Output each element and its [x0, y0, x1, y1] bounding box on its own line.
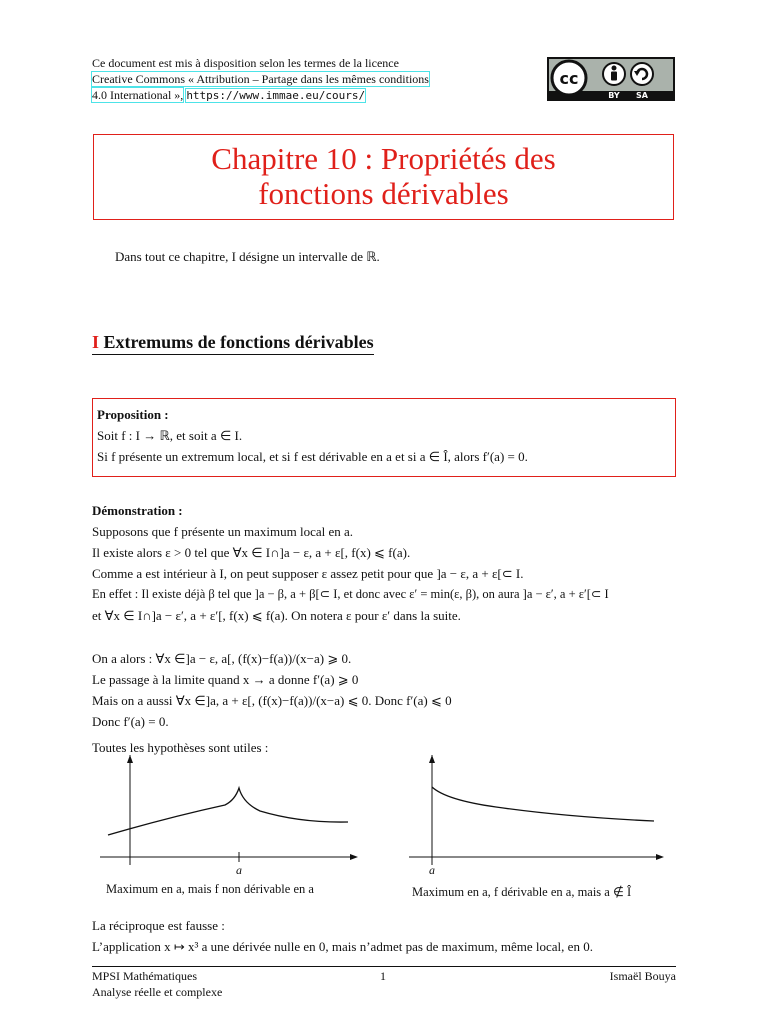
footer-rule	[92, 966, 676, 967]
graph-caption-2: Maximum en a, f dérivable en a, mais a ∉ Î	[412, 885, 632, 899]
demo-line: Mais on a aussi ∀x ∈]a, a + ε[, (f(x)−f(a))/(x−a) ⩽ 0. Donc f′(a) ⩽ 0	[92, 693, 452, 708]
cc-text: cc	[559, 69, 579, 88]
course-url-link[interactable]: https://www.immae.eu/cours/	[186, 89, 366, 102]
y-axis-arrow	[429, 755, 435, 763]
share-alike-icon	[631, 63, 653, 85]
page-number: 1	[380, 969, 386, 983]
proposition-box	[92, 398, 676, 477]
demo-line: Le passage à la limite quand x → a donne f′(a) ⩾ 0	[92, 672, 359, 687]
graph-non-differentiable	[100, 755, 360, 880]
footer-course: MPSI Mathématiques	[92, 969, 197, 983]
demo-line: Supposons que f présente un maximum local en a.	[92, 524, 354, 539]
chapter-title-line-2: fonctions dérivables	[258, 176, 509, 211]
footer-author: Ismaël Bouya	[609, 969, 676, 983]
demo-line: En effet : Il existe déjà β tel que ]a − β, a + β[⊂ I, et donc avec ε′ = min(ε, β), on aura ]a − ε′, a + ε′[⊂ I	[92, 587, 609, 601]
sa-label: SA	[636, 91, 648, 100]
chapter-title-line-1: Chapitre 10 : Propriétés des	[211, 141, 556, 176]
demo-line: et ∀x ∈ I∩]a − ε′, a + ε′[, f(x) ⩽ f(a). On notera ε pour ε′ dans la suite.	[92, 608, 461, 623]
section-title: Extremums de fonctions dérivables	[103, 332, 374, 352]
reciprocal-note	[92, 915, 593, 957]
hypotheses-note: Toutes les hypothèses sont utiles :	[92, 740, 269, 755]
proposition-heading: Proposition :	[97, 407, 169, 422]
section-heading	[92, 332, 374, 355]
tick-label-a: a	[429, 863, 435, 877]
x-axis-arrow	[656, 854, 664, 860]
license-notice	[92, 55, 497, 104]
tick-label-a: a	[236, 863, 242, 877]
graph-caption-1: Maximum en a, mais f non dérivable en a	[106, 882, 314, 896]
reciprocal-line-2: L’application x ↦ x³ a une dérivée nulle en 0, mais n’admet pas de maximum, même local, en 0.	[92, 939, 593, 954]
chapter-title-box	[93, 134, 674, 220]
demonstration	[92, 500, 682, 626]
license-link[interactable]: Creative Commons « Attribution – Partage dans les mêmes conditions	[92, 72, 429, 86]
function-curve	[108, 788, 348, 835]
license-link-end[interactable]: 4.0 International »,	[92, 88, 184, 102]
demonstration-heading: Démonstration :	[92, 503, 183, 518]
function-curve	[432, 787, 654, 821]
reciprocal-line-1: La réciproque est fausse :	[92, 918, 225, 933]
proposition-line-2: Si f présente un extremum local, et si f est dérivable en a et si a ∈ Î, alors f′(a) = 0.	[97, 449, 528, 464]
demo-line: Comme a est intérieur à I, on peut supposer ε assez petit pour que ]a − ε, a + ε[⊂ I.	[92, 566, 524, 581]
graph-boundary-max	[406, 755, 668, 880]
cc-by-sa-badge[interactable]	[547, 57, 675, 101]
demo-line: On a alors : ∀x ∈]a − ε, a[, (f(x)−f(a))/(x−a) ⩾ 0.	[92, 651, 352, 666]
demonstration-continued	[92, 648, 682, 732]
intro-paragraph: Dans tout ce chapitre, I désigne un intervalle de ℝ.	[115, 249, 380, 264]
by-label: BY	[608, 91, 620, 100]
footer-subject: Analyse réelle et complexe	[92, 985, 223, 999]
footer-left	[92, 968, 222, 1000]
license-line-1: Ce document est mis à disposition selon les termes de la licence	[92, 56, 399, 70]
x-axis-arrow	[350, 854, 358, 860]
y-axis-arrow	[127, 755, 133, 763]
proposition-line-1: Soit f : I → ℝ, et soit a ∈ I.	[97, 428, 243, 443]
demo-line: Il existe alors ε > 0 tel que ∀x ∈ I∩]a − ε, a + ε[, f(x) ⩽ f(a).	[92, 545, 411, 560]
section-number: I	[92, 332, 100, 352]
demo-line: Donc f′(a) = 0.	[92, 714, 169, 729]
